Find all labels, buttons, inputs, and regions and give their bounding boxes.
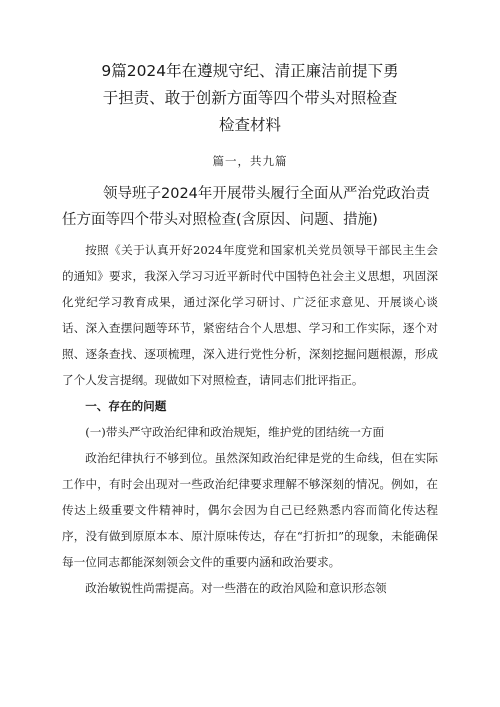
section-heading-line-1: 领导班子2024年开展带头履行全面从严治党政治责 bbox=[103, 186, 430, 202]
section-heading-line-2: 任方面等四个带头对照检查(含原因、问题、措施) bbox=[62, 212, 378, 228]
section-heading bbox=[62, 181, 438, 233]
title-line-1: 9篇2024年在遵规守纪、清正廉洁前提下勇 bbox=[101, 62, 399, 80]
section-1-title: 一、存在的问题 bbox=[85, 399, 167, 413]
title-line-3: 检查材料 bbox=[218, 116, 281, 134]
part-label: 篇一，共九篇 bbox=[212, 154, 288, 168]
title-line-2: 于担责、敢于创新方面等四个带头对照检查 bbox=[102, 89, 398, 107]
document-title bbox=[62, 58, 438, 139]
subsection-1-title: (一)带头严守政治纪律和政治规矩，维护党的团结统一方面 bbox=[85, 425, 385, 439]
intro-paragraph: 按照《关于认真开好2024年度党和国家机关党员领导干部民主生会的通知》要求，我深入学习习近平新时代中国特色社会主义思想，巩固深化党纪学习教育成果，通过深化学习研讨、广泛征求意见、开展谈心谈话、深入查摆问题等环节，紧密结合个人思想、学习和工作实际，逐个对照、逐条查找、逐项梳理，深入进行党性分析，深刻挖掘问题根源，形成了个人发言提纲。现做如下对照检查，请同志们批评指正。 bbox=[62, 243, 438, 387]
paragraph-2: 政治敏锐性尚需提高。对一些潜在的政治风险和意识形态领 bbox=[85, 581, 387, 595]
paragraph-1: 政治纪律执行不够到位。虽然深知政治纪律是党的生命线，但在实际工作中，有时会出现对一些政治纪律要求理解不够深刻的情况。例如，在传达上级重要文件精神时，偶尔会因为自己已经熟悉内容而简化传达程序，没有做到原原本本、原汁原味传达，存在“打折扣”的现象，未能确保每一位同志都能深刻领会文件的重要内涵和政治要求。 bbox=[62, 451, 438, 569]
document-body bbox=[62, 237, 438, 601]
